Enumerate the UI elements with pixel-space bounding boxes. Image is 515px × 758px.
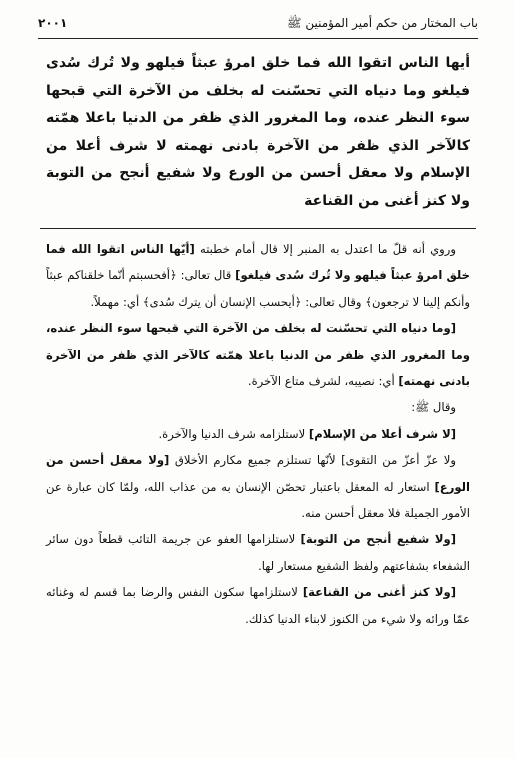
quoted-saying: [وما دنياه التي تحسّنت له بخلف من الآخرة التي قبحها سوء النظر عنده، وما المغرور الذي ظفر من الدنيا باعلا همّته كالآخر الذي ظفر من الآخرة بادنى نهمته]	[46, 321, 470, 389]
saying-text: أيها الناس اتقوا الله فما خلق امرؤ عبثاً فيلهو ولا تُرك سُدى فيلغو وما دنياه التي تحسّنت له بخلف من الآخرة التي قبحها سوء النظر عنده، وما المغرور الذي ظفر من الدنيا باعلا همّته كالآخر الذي ظفر من الآخرة بادنى نهمته لا شرف أعلا من الإسلام ولا معقل أحسن من الورع ولا شفيع أنجح من التوبة ولا كنز أغنى من القناعة	[46, 55, 470, 209]
commentary-text: قال تعالى: ﴿أفحسبتم أنّما خلقناكم عبثاً وأنكم إلينا لا ترجعون﴾ وقال تعالى: ﴿أيحسب الإنسان أن يترك سُدى﴾ أي: مهملاً.	[46, 268, 470, 309]
commentary-paragraph-4	[46, 421, 470, 447]
quoted-saying: [ولا كنز أغنى من القناعة]	[302, 585, 456, 600]
commentary	[46, 236, 470, 632]
commentary-text: وروي أنه قلّ ما اعتدل به المنبر إلا قال أمام خطبته	[194, 242, 456, 256]
commentary-text: لاستلزامها سكون النفس والرضا بما قسم له وغنائه عمّا ورائه ولا شيء من الكنوز لابناء الدنيا كذلك.	[46, 585, 470, 626]
chapter-title: باب المختار من حكم أمير المؤمنين ﷺ	[287, 16, 478, 30]
section-divider	[40, 228, 476, 229]
quoted-saying: [لا شرف أعلا من الإسلام]	[308, 426, 456, 441]
commentary-paragraph-6	[46, 526, 470, 579]
page-header	[38, 14, 478, 39]
page-number: ٢٠٠١	[38, 16, 68, 30]
quoted-saying: [ولا معقل أحسن من الورع]	[46, 453, 470, 494]
commentary-text: استعار له المعقل باعتبار تحصّن الإنسان به من عذاب الله، ولمّا كان عبارة عن الأمور الجميلة فلا معقل أحسن منه.	[46, 479, 470, 521]
commentary-paragraph-3: وقال ﷺ:	[411, 400, 456, 415]
quoted-saying: [ولا شفيع أنجح من التوبة]	[300, 532, 456, 547]
commentary-paragraph-5	[46, 447, 470, 526]
commentary-text: لاستلزامه شرف الدنيا والآخرة.	[158, 426, 309, 441]
commentary-paragraph-2	[46, 315, 470, 394]
commentary-paragraph-1	[46, 236, 470, 315]
commentary-text: لاستلزامها العفو عن جريمة التائب قطعاً دون سائر الشفعاء بشفاعتهم ولفظ الشفيع مستعار لها.	[46, 532, 470, 573]
commentary-text: أي: نصيبه، لشرف متاع الآخرة.	[247, 374, 399, 389]
commentary-text: ولا عزّ أعزّ من التقوى] لأنّها تستلزم جميع مكارم الأخلاق	[169, 453, 456, 468]
commentary-paragraph-7	[46, 579, 470, 632]
quoted-saying: [أيّها الناس اتقوا الله فما خلق امرؤ عبثاً فيلهو ولا تُرك سُدى فيلغو]	[46, 242, 470, 283]
